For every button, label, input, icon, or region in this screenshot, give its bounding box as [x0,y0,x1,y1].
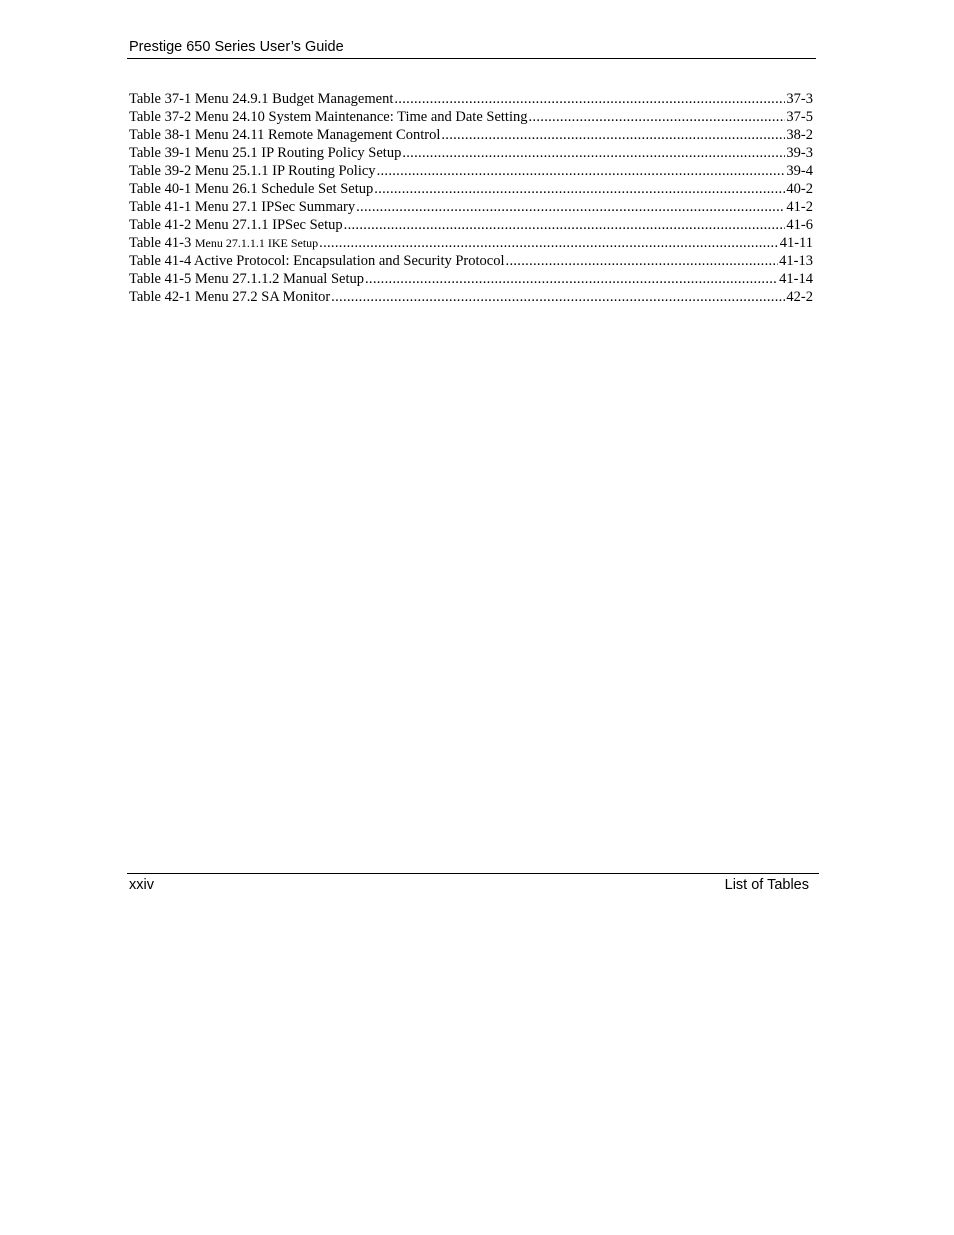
toc-entry-label: Table 41-3 Menu 27.1.1.1 IKE Setup [129,235,319,251]
toc-entry-page: 41-14 [779,271,813,287]
toc-entry-label: Table 37-2 Menu 24.10 System Maintenance: Time and Date Setting [129,109,528,125]
footer-section-title: List of Tables [724,877,809,893]
toc-entry[interactable] [129,270,813,288]
toc-entry-page: 41-2 [786,199,813,215]
toc-entry-label: Table 41-4 Active Protocol: Encapsulation and Security Protocol [129,253,505,269]
toc-entry[interactable] [129,198,813,216]
running-header: Prestige 650 Series User’s Guide [129,39,344,55]
toc-entry-label: Table 40-1 Menu 26.1 Schedule Set Setup [129,181,374,197]
toc-entry-page: 37-5 [786,109,813,125]
toc-entry-label: Table 41-2 Menu 27.1.1 IPSec Setup [129,217,343,233]
toc-dot-leader [356,198,785,216]
toc-dot-leader [319,234,779,252]
toc-entry-label: Table 41-1 Menu 27.1 IPSec Summary [129,199,356,215]
toc-dot-leader [529,108,786,126]
toc-entry[interactable] [129,162,813,180]
toc-entry[interactable] [129,216,813,234]
toc-dot-leader [441,126,785,144]
toc-dot-leader [506,252,779,270]
toc-entry-page: 41-11 [779,235,813,251]
toc-dot-leader [344,216,786,234]
toc-entry[interactable] [129,180,813,198]
toc-entry[interactable] [129,234,813,252]
toc-entry[interactable] [129,288,813,306]
toc-entry-page: 40-2 [786,181,813,197]
toc-entry-page: 39-4 [786,163,813,179]
toc-dot-leader [365,270,778,288]
toc-dot-leader [402,144,785,162]
toc-dot-leader [331,288,785,306]
list-of-tables [129,90,813,306]
toc-entry-page: 41-13 [779,253,813,269]
header-divider [127,58,816,59]
toc-entry-page: 42-2 [786,289,813,305]
toc-dot-leader [394,90,785,108]
toc-entry-label: Table 37-1 Menu 24.9.1 Budget Management [129,91,394,107]
toc-entry-label: Table 42-1 Menu 27.2 SA Monitor [129,289,331,305]
toc-entry[interactable] [129,144,813,162]
toc-dot-leader [377,162,786,180]
toc-entry-label: Table 41-5 Menu 27.1.1.2 Manual Setup [129,271,364,287]
toc-entry[interactable] [129,90,813,108]
toc-entry-label: Table 39-2 Menu 25.1.1 IP Routing Policy [129,163,376,179]
toc-dot-leader [374,180,785,198]
toc-entry-page: 37-3 [786,91,813,107]
toc-entry-page: 38-2 [786,127,813,143]
toc-entry[interactable] [129,108,813,126]
toc-entry-label: Table 39-1 Menu 25.1 IP Routing Policy Setup [129,145,402,161]
footer-divider [127,873,819,874]
toc-entry[interactable] [129,252,813,270]
footer-page-number: xxiv [129,877,154,893]
toc-entry-label: Table 38-1 Menu 24.11 Remote Management Control [129,127,441,143]
toc-entry[interactable] [129,126,813,144]
toc-entry-page: 39-3 [786,145,813,161]
toc-entry-page: 41-6 [786,217,813,233]
